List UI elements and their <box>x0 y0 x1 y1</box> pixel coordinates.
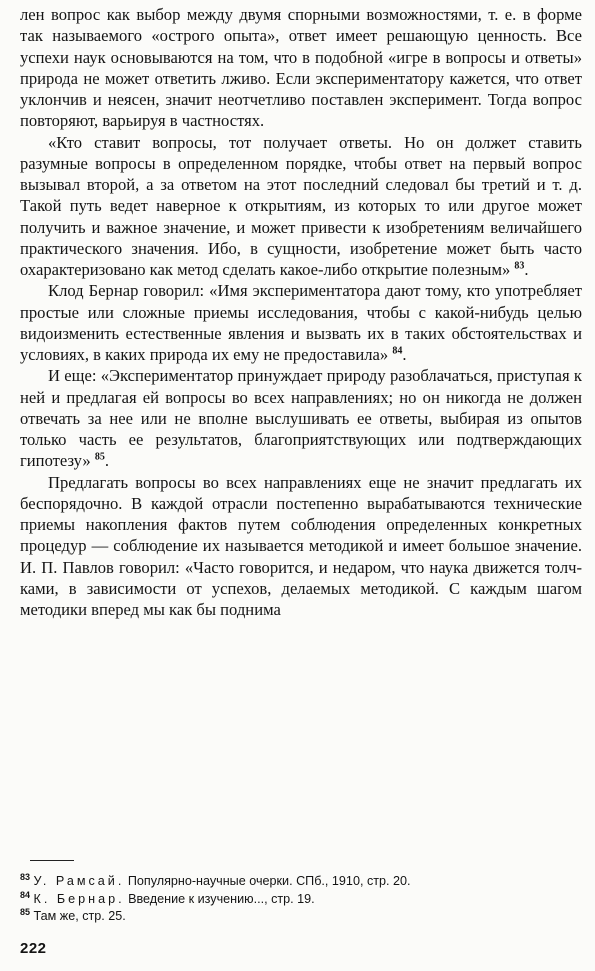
footnote-mark: 84 <box>20 889 31 900</box>
paragraph-5-text: Предлагать вопросы во всех направлениях еще не значит предлагать их беспорядочно. В каждой отрасли постепенно вырабатываются технические приемы накопления фактов путем соблюдения определенных конкретных процедур — соблюдение их называется методикой и имеет большое значение. И. П. Павлов говорил: «Часто говорится, и недаром, что наука движется толчками, в зависимости от успехов, делаемых методикой. С каждым шагом методики вперед мы как бы поднима <box>20 472 582 619</box>
page-number: 222 <box>20 940 47 957</box>
paragraph-2-text: «Кто ставит вопросы, тот получает ответы. Но он должет ставить разумные вопросы в определенном порядке, чтобы ответ на первый вопрос вызывал второй, а за ответом на этот последний следовал бы третий и т. д. Такой путь ведет наверное к открытиям, из которых то или другое может получить и важное значение, и может привести к изобретениям величайшего практического значения. Ибо, в сущности, изобретение может быть часто охарактеризовано как метод сделать какое-либо открытие полезным» <box>20 132 582 279</box>
paragraph-5 <box>20 472 582 621</box>
footnote-83 <box>20 873 582 891</box>
footnote-ref-85: 85 <box>94 451 105 463</box>
footnote-divider <box>30 860 74 861</box>
body-text <box>20 4 582 620</box>
footnote-mark: 85 <box>20 906 31 917</box>
footnote-text: Введение к изучению..., стр. 19. <box>128 891 315 906</box>
footnote-author: У. Рамсай. <box>33 874 125 888</box>
footnote-author: К. Бернар. <box>33 891 125 906</box>
footnote-mark: 83 <box>20 871 31 882</box>
footnote-ref-83: 83 <box>514 260 525 272</box>
paragraph-2: «Кто ставит вопросы, тот получает ответы. Но он должет ставить разумные вопросы в определенном порядке, чтобы ответ на первый вопрос вызывал второй, а за ответом на этот последний следовал бы третий и т. д. Такой путь ведет наверное к открытиям, из которых то или другое может получить и важное значение, и может привести к изобретениям величайшего практического значения. Ибо, в сущности, изобретение может быть часто охарактеризовано как метод сделать какое-либо открытие полезным» $^{83}$. <box>20 132 582 279</box>
footnote-text: Там же, стр. 25. <box>33 909 126 923</box>
paragraph-3: Клод Бернар говорил: «Имя экспериментатора дают тому, кто употребляет простые или сложные приемы исследования, чтобы с какой-нибудь целью видоизменить естественные явления и вызвать их в таких обстоятельствах и условиях, в каких природа их ему не предоставила» $^{84}$. <box>20 281 582 364</box>
footnotes <box>20 873 582 926</box>
footnote-85 <box>20 908 582 926</box>
footnote-84 <box>20 891 582 909</box>
footnote-text: Популярно-научные очерки. СПб., 1910, стр. 20. <box>127 874 411 888</box>
paragraph-1 <box>20 4 582 132</box>
paragraph-4-text: И еще: «Экспериментатор принуждает природу разоблачаться, приступая к ней и предлагая ей вопросы во всех направлениях; но он никогда не должен отвечать за нее или не вполне выслушивать ее ответы, выбирая из опытов только часть ее результатов, благоприятствующих или подтверждающих гипотезу» <box>20 366 582 471</box>
paragraph-1-text: лен вопрос как выбор между двумя спорными возможностями, т. е. в форме так называемого «острого опыта», ответ имеет решающую ценность. Все успехи наук основываются на том, что в подобной «игре в вопросы и ответы» природа не может ответить лживо. Если экспериментатору кажется, что ответ уклончив и неясен, значит неотчетливо поставлен эксперимент. Тогда вопрос повторяют, варьируя в частностях. <box>20 5 582 131</box>
paragraph-3-text: Клод Бернар говорил: «Имя экспериментатора дают тому, кто употребляет простые или сложные приемы исследования, чтобы с какой-нибудь целью видоизменить естественные явления и вызвать их в таких обстоятельствах и условиях, в каких природа их ему не предоставила» <box>20 281 582 364</box>
paragraph-4: И еще: «Экспериментатор принуждает природу разоблачаться, приступая к ней и предлагая ей вопросы во всех направлениях; но он никогда не должен отвечать за нее или не вполне выслушивать ее ответы, выбирая из опытов только часть ее результатов, благоприятствующих или подтверждающих гипотезу» $^{85}$. <box>20 366 582 471</box>
footnote-ref-84: 84 <box>392 345 403 357</box>
